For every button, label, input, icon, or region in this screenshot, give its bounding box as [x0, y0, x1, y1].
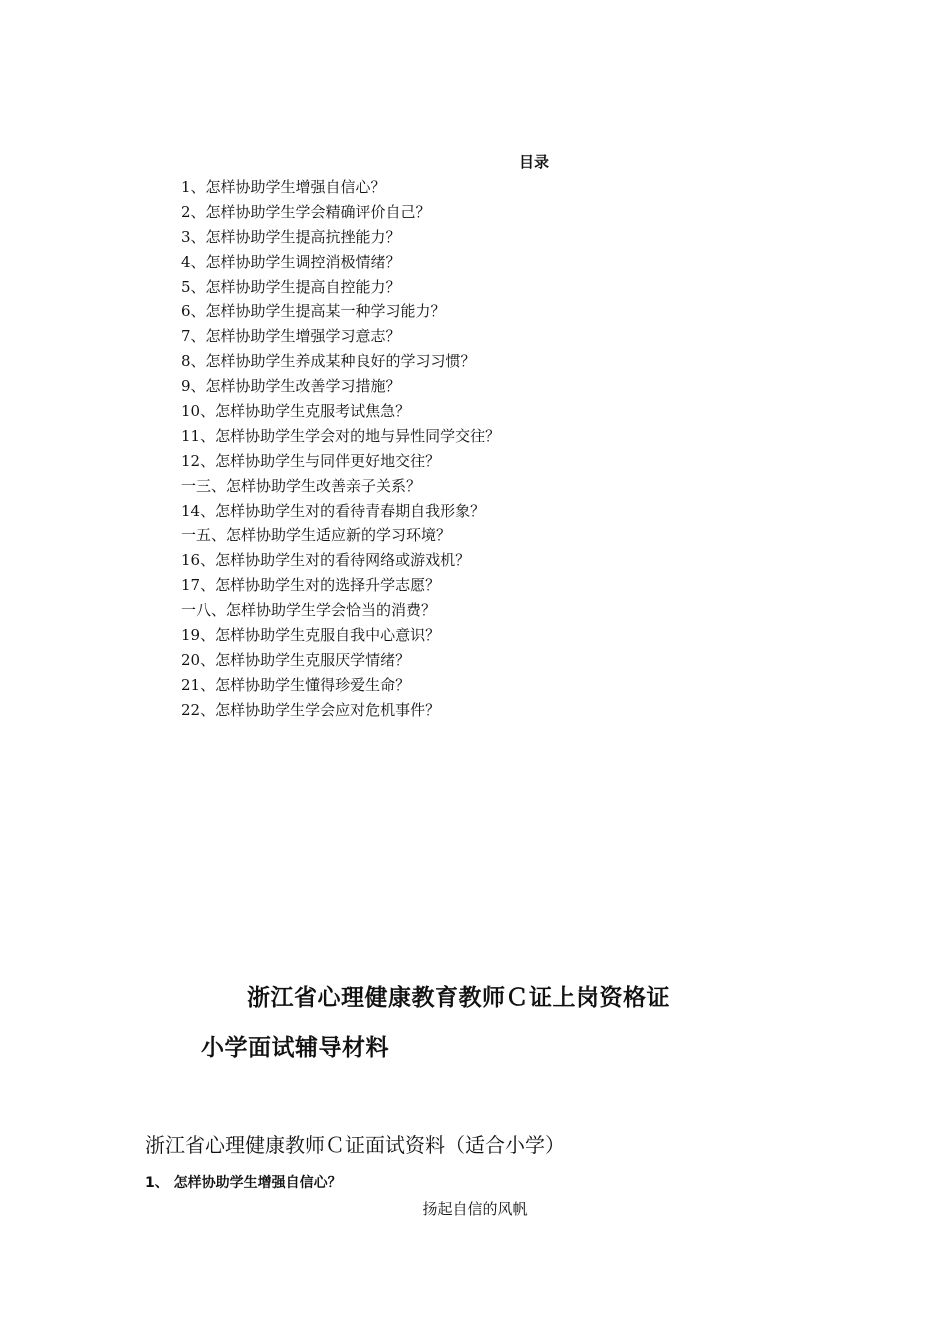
- toc-item-17: 17、怎样协助学生对的选择升学志愿？: [181, 576, 441, 595]
- toc-item-9: 9、怎样协助学生改善学习措施？: [181, 377, 401, 396]
- article-title: 扬起自信的风帆: [422, 1200, 528, 1218]
- toc-title: 目录: [518, 153, 549, 171]
- toc-item-13: 一三、怎样协助学生改善亲子关系？: [181, 476, 422, 495]
- toc-item-18: 一八、怎样协助学生学会恰当的消费？: [181, 601, 437, 620]
- toc-item-20: 20、怎样协助学生克服厌学情绪？: [181, 650, 411, 669]
- toc-item-1: 1、怎样协助学生增强自信心？: [181, 178, 386, 196]
- toc-item-6: 6、怎样协助学生提高某一种学习能力？: [181, 302, 446, 321]
- toc-item-21: 21、怎样协助学生懂得珍爱生命？: [181, 675, 411, 694]
- toc-item-12: 12、怎样协助学生与同伴更好地交往？: [181, 451, 441, 470]
- toc-item-10: 10、怎样协助学生克服考试焦急？: [181, 402, 411, 421]
- toc-item-15: 一五、怎样协助学生适应新的学习环境？: [181, 526, 452, 545]
- toc-item-3: 3、怎样协助学生提高抗挫能力？: [181, 227, 401, 246]
- toc-item-11: 11、怎样协助学生学会对的地与异性同学交往？: [181, 426, 501, 445]
- toc-item-22: 22、怎样协助学生学会应对危机事件？: [181, 700, 441, 719]
- toc-item-14: 14、怎样协助学生对的看待青春期自我形象？: [181, 501, 486, 520]
- question-heading-1: 1、 怎样协助学生增强自信心？: [145, 1175, 342, 1191]
- toc-list: [181, 175, 500, 723]
- document-title-line-2: 小学面试辅导材料: [201, 1035, 389, 1061]
- toc-item-16: 16、怎样协助学生对的看待网络或游戏机？: [181, 551, 471, 570]
- toc-item-5: 5、怎样协助学生提高自控能力？: [181, 277, 401, 296]
- section-heading: 浙江省心理健康教师Ｃ证面试资料（适合小学）: [145, 1133, 565, 1157]
- document-title-line-1: 浙江省心理健康教育教师Ｃ证上岗资格证: [247, 985, 670, 1011]
- toc-item-4: 4、怎样协助学生调控消极情绪？: [181, 252, 401, 271]
- toc-item-8: 8、怎样协助学生养成某种良好的学习习惯？: [181, 352, 476, 371]
- toc-item-19: 19、怎样协助学生克服自我中心意识？: [181, 626, 441, 645]
- toc-item-7: 7、怎样协助学生增强学习意志？: [181, 327, 401, 346]
- toc-item-2: 2、怎样协助学生学会精确评价自己？: [181, 202, 431, 221]
